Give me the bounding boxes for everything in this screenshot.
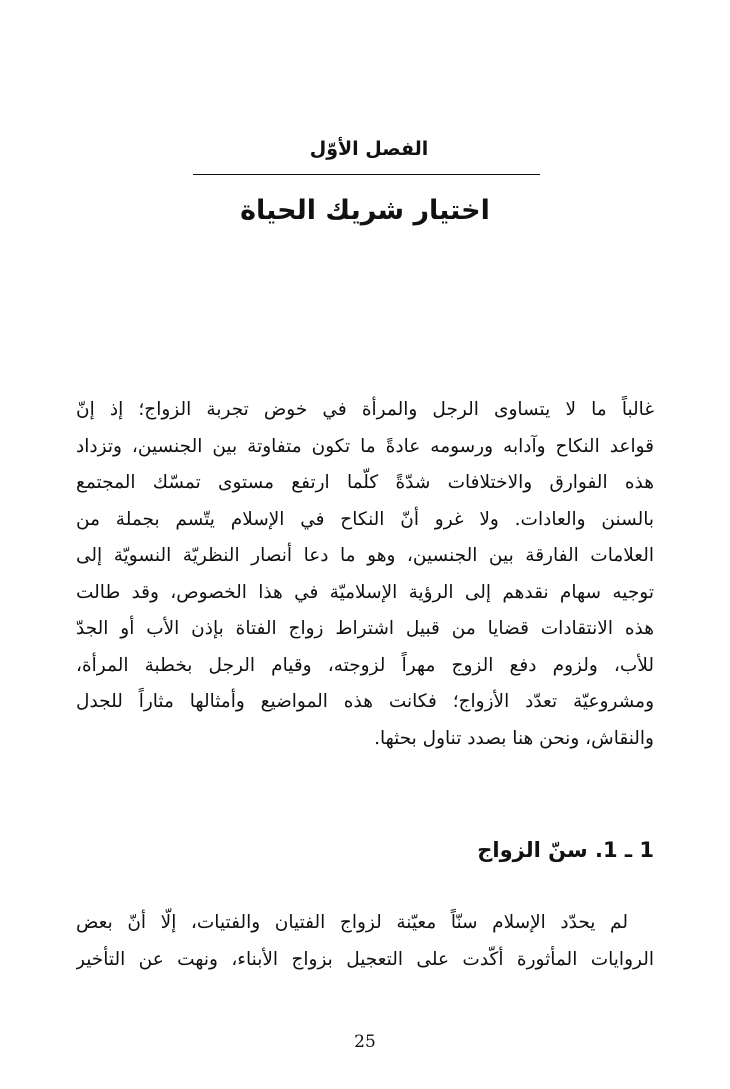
- paragraph-line: هذه الانتقادات قضايا من قبيل اشتراط زواج الفتاة بإذن الأب أو الجدّ: [76, 618, 654, 639]
- paragraph-line: للأب، ولزوم دفع الزوج مهراً لزوجته، وقيام الرجل بخطبة المرأة،: [76, 654, 654, 676]
- section-heading: 1 ـ 1. سنّ الزواج: [477, 838, 654, 862]
- paragraph-line: والنقاش، ونحن هنا بصدد تناول بحثها.: [374, 727, 654, 749]
- chapter-divider: [193, 174, 540, 175]
- paragraph-line: قواعد النكاح وآدابه ورسومه عادةً ما تكون متفاوتة بين الجنسين، وتزداد: [76, 435, 654, 457]
- paragraph-line: العلامات الفارقة بين الجنسين، وهو ما دعا أنصار النظريّة النسويّة إلى: [76, 545, 654, 566]
- chapter-label: الفصل الأوّل: [309, 138, 429, 160]
- page-number: 25: [354, 1032, 376, 1052]
- paragraph-line: ومشروعيّة تعدّد الأزواج؛ فكانت هذه المواضيع وأمثالها مثاراً للجدل: [76, 691, 654, 712]
- paragraph-line: هذه الفوارق والاختلافات شدّةً كلّما ارتفع مستوى تمسّك المجتمع: [76, 472, 654, 493]
- paragraph-line: توجيه سهام نقدهم إلى الرؤية الإسلاميّة في هذا الخصوص، وقد طالت: [76, 581, 654, 603]
- paragraph-line: الروايات المأثورة أكّدت على التعجيل بزواج الأبناء، ونهت عن التأخير: [76, 948, 654, 970]
- paragraph-marriage-age: [76, 905, 654, 978]
- paragraph-line: لم يحدّد الإسلام سنّاً معيّنة لزواج الفتيان والفتيات، إلّا أنّ بعض: [76, 912, 628, 933]
- paragraph-line: غالباً ما لا يتساوى الرجل والمرأة في خوض تجربة الزواج؛ إذ إنّ: [76, 399, 654, 420]
- paragraph-intro: [76, 392, 654, 757]
- chapter-title: اختيار شريك الحياة: [240, 195, 490, 226]
- paragraph-line: بالسنن والعادات. ولا غرو أنّ النكاح في الإسلام يتّسم بجملة من: [76, 508, 654, 530]
